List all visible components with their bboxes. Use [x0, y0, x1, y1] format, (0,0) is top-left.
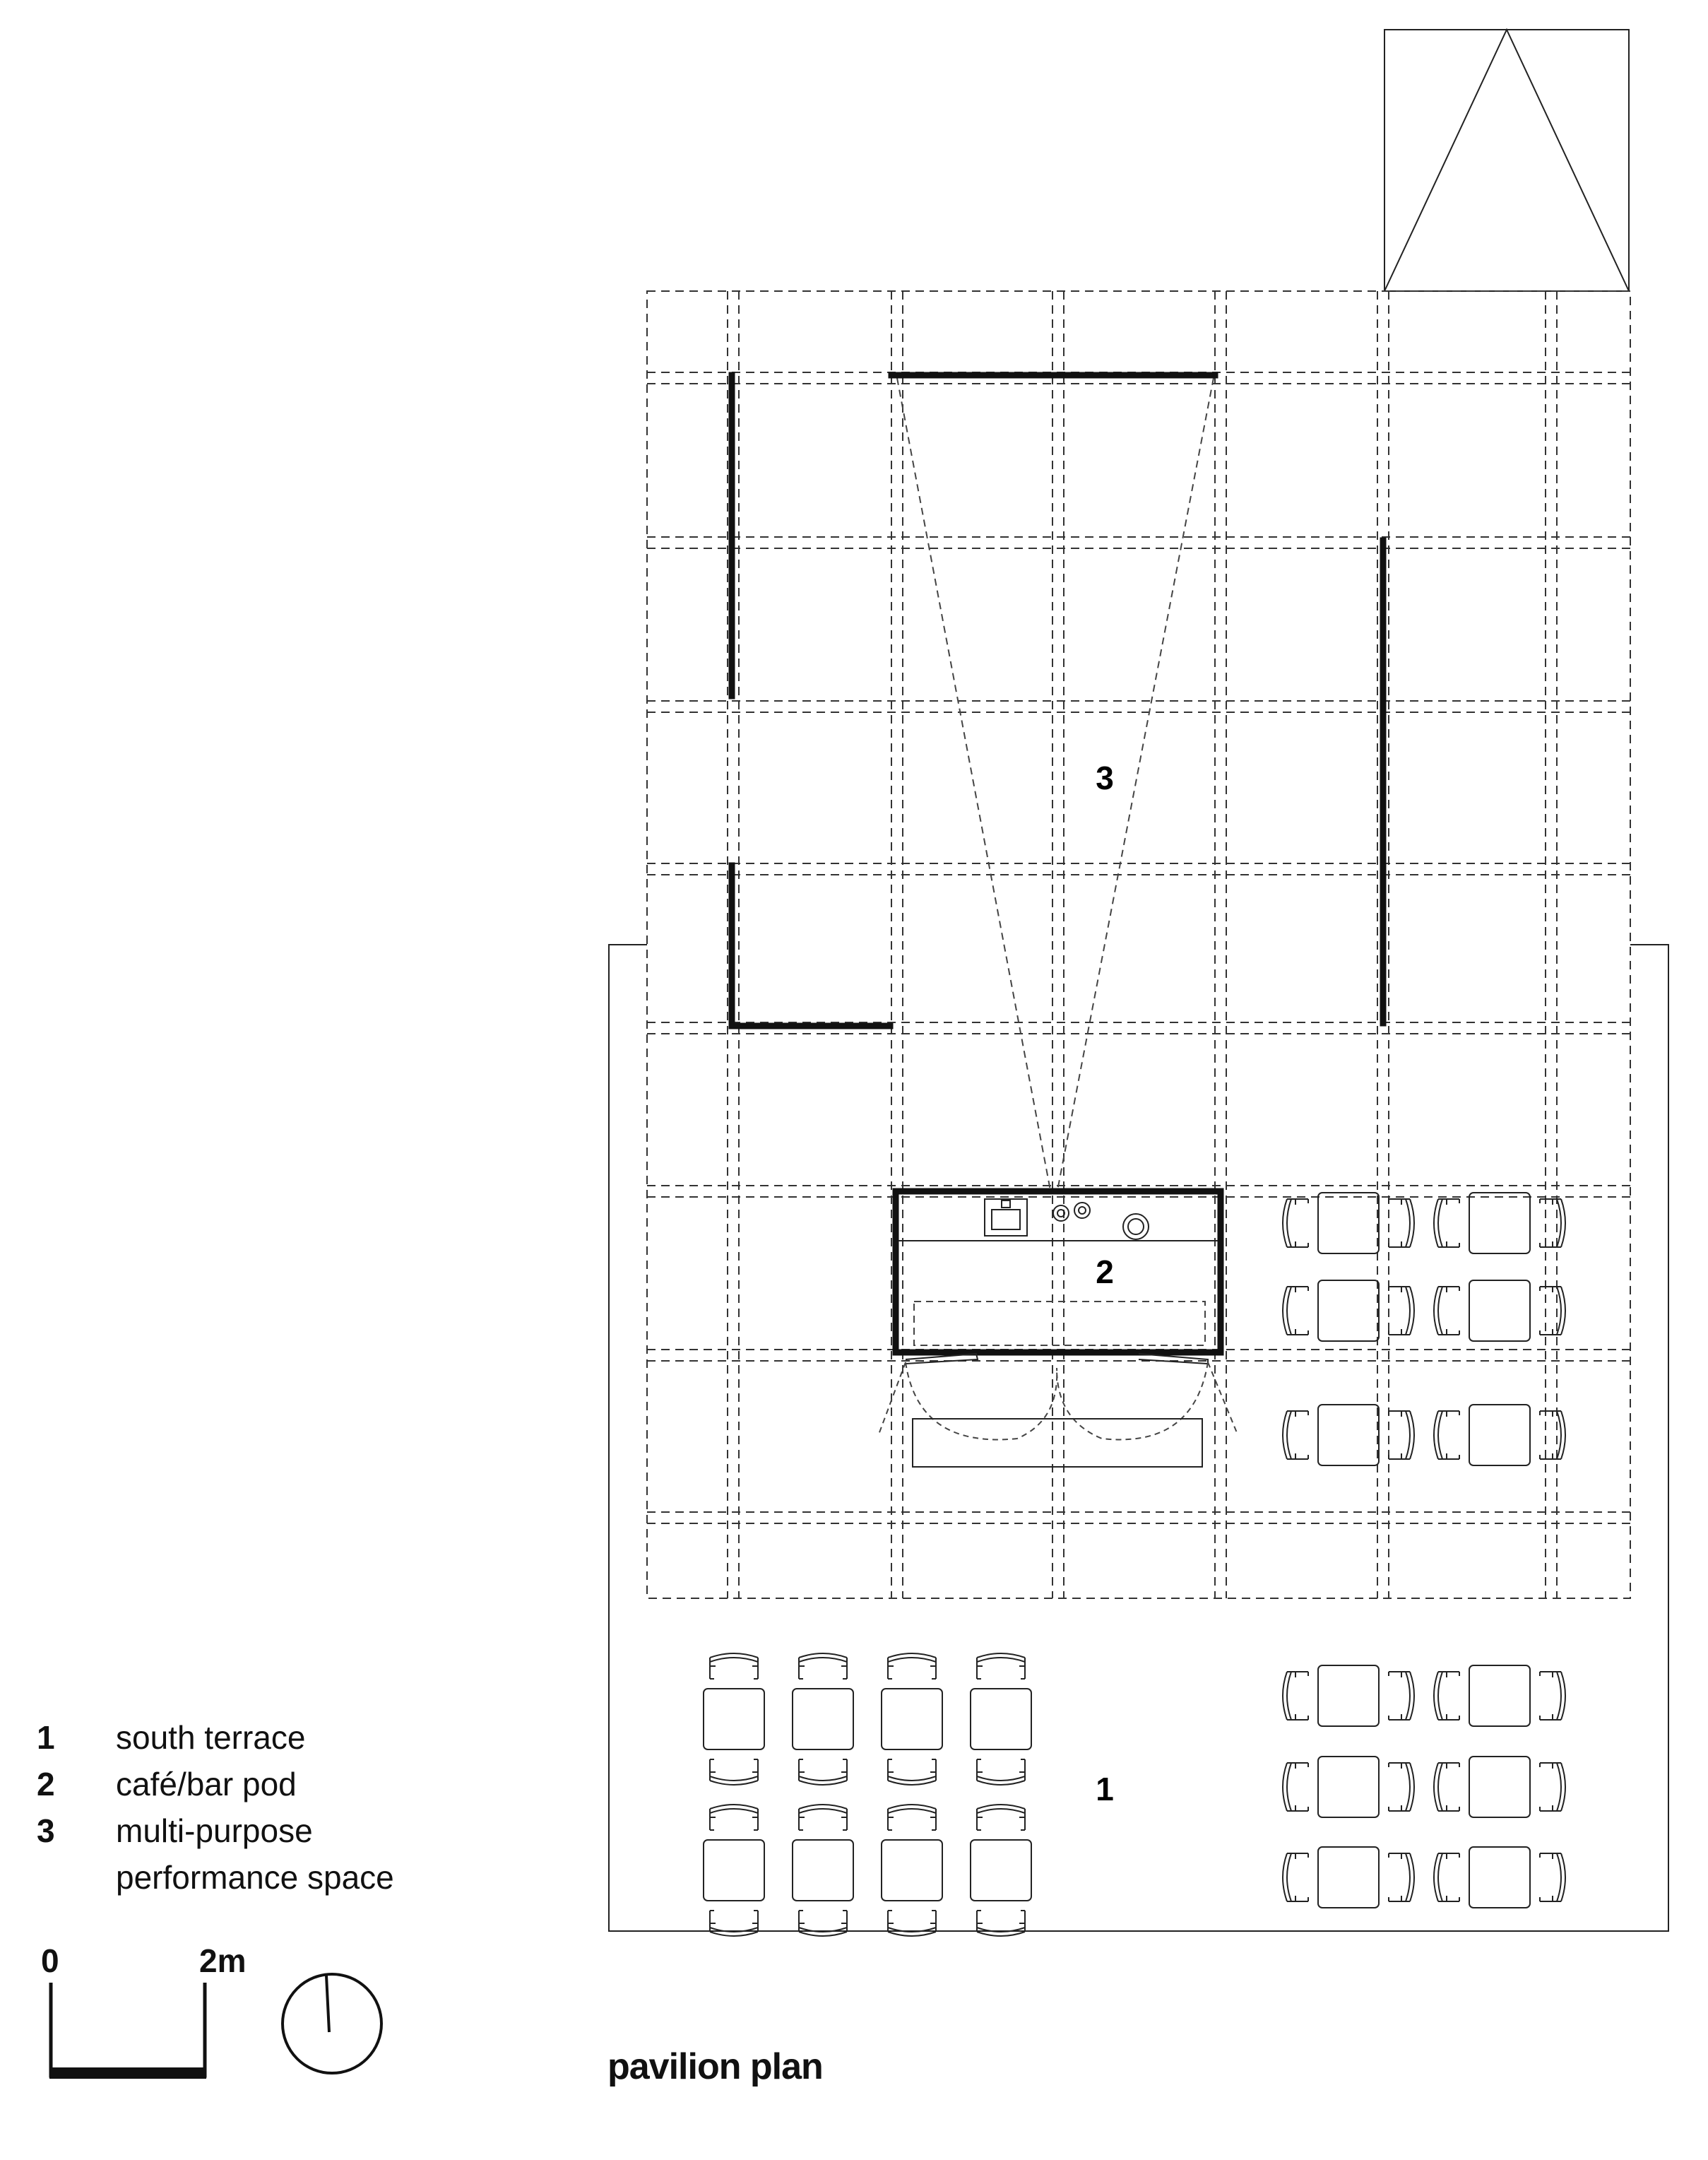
table-icon [1318, 1405, 1379, 1465]
grinder-icon [1123, 1214, 1149, 1239]
stove-icon [1053, 1203, 1090, 1221]
table-icon [1318, 1193, 1379, 1253]
table-icon [882, 1689, 942, 1749]
chair-icon [1434, 1672, 1459, 1720]
entrance-ramp [1384, 30, 1629, 291]
table-icon [1469, 1405, 1530, 1465]
table-icon [1469, 1193, 1530, 1253]
table-icon [793, 1689, 853, 1749]
chair-icon [1540, 1763, 1565, 1811]
table-icon [971, 1689, 1031, 1749]
legend-number: 2 [37, 1766, 55, 1802]
serving-counter [913, 1419, 1202, 1467]
chair-icon [977, 1805, 1025, 1830]
chair-icon [1389, 1853, 1414, 1901]
table-icon [1469, 1280, 1530, 1341]
table-icon [704, 1840, 764, 1901]
furniture [704, 1193, 1565, 1936]
chair-icon [1283, 1411, 1308, 1459]
grid-lines [647, 291, 1630, 1598]
drawing-caption: pavilion plan [607, 2046, 823, 2087]
chair-icon [888, 1653, 936, 1679]
chair-icon [799, 1759, 847, 1785]
chair-icon [977, 1653, 1025, 1679]
projection-cone [897, 378, 1214, 1194]
table-icon [1318, 1847, 1379, 1908]
chair-icon [1540, 1199, 1565, 1247]
scale-start-label: 0 [41, 1942, 59, 1979]
table-icon [882, 1840, 942, 1901]
legend-number: 1 [37, 1719, 55, 1756]
table-icon [971, 1840, 1031, 1901]
room-label-3: 3 [1096, 760, 1114, 796]
chair-icon [1389, 1672, 1414, 1720]
table-icon [1318, 1757, 1379, 1817]
chair-icon [1283, 1763, 1308, 1811]
chair-icon [1540, 1672, 1565, 1720]
chair-icon [710, 1653, 758, 1679]
room-label-1: 1 [1096, 1771, 1114, 1807]
chair-icon [1389, 1763, 1414, 1811]
north-arrow-icon [283, 1974, 381, 2073]
scale-bar-graphic [37, 1942, 461, 2083]
chair-icon [1434, 1287, 1459, 1335]
chair-icon [710, 1805, 758, 1830]
table-icon [704, 1689, 764, 1749]
chair-icon [1540, 1287, 1565, 1335]
chair-icon [888, 1759, 936, 1785]
legend-number: 3 [37, 1812, 55, 1849]
structural-grid [647, 291, 1630, 1598]
flap-swing-arcs [879, 1362, 1238, 1439]
chair-icon [888, 1911, 936, 1936]
chair-icon [1283, 1672, 1308, 1720]
table-icon [1469, 1665, 1530, 1726]
chair-icon [1389, 1199, 1414, 1247]
cafe-bar-pod [879, 1191, 1238, 1467]
table-icon [1469, 1847, 1530, 1908]
room-label-2: 2 [1096, 1253, 1114, 1290]
chair-icon [1540, 1411, 1565, 1459]
chair-icon [977, 1759, 1025, 1785]
chair-icon [1434, 1853, 1459, 1901]
chair-icon [1434, 1411, 1459, 1459]
legend-label-continued: performance space [116, 1859, 394, 1896]
legend-label: south terrace [116, 1719, 306, 1756]
chair-icon [799, 1911, 847, 1936]
chair-icon [710, 1759, 758, 1785]
chair-icon [1283, 1853, 1308, 1901]
table-icon [1318, 1280, 1379, 1341]
sink-icon [985, 1199, 1027, 1236]
chair-icon [1434, 1199, 1459, 1247]
chair-icon [1283, 1199, 1308, 1247]
chair-icon [710, 1911, 758, 1936]
legend-label: multi-purpose [116, 1812, 313, 1849]
table-icon [1318, 1665, 1379, 1726]
scale-end-label: 2m [199, 1942, 247, 1979]
chair-icon [1389, 1287, 1414, 1335]
chair-icon [977, 1911, 1025, 1936]
chair-icon [1540, 1853, 1565, 1901]
chair-icon [1389, 1411, 1414, 1459]
chair-icon [799, 1653, 847, 1679]
table-icon [793, 1840, 853, 1901]
scale-bar [37, 1942, 461, 2083]
chair-icon [1283, 1287, 1308, 1335]
table-icon [1469, 1757, 1530, 1817]
legend-label: café/bar pod [116, 1766, 297, 1802]
chair-icon [799, 1805, 847, 1830]
chair-icon [1434, 1763, 1459, 1811]
chair-icon [888, 1805, 936, 1830]
